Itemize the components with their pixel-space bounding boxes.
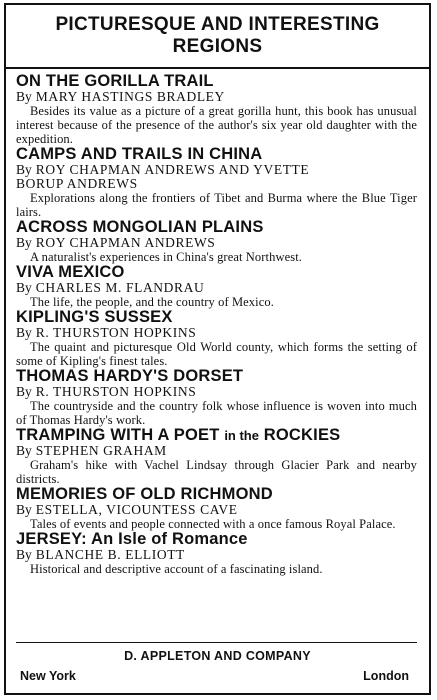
book-title: ON THE GORILLA TRAIL <box>16 72 214 90</box>
book-entry <box>16 146 417 219</box>
book-description: Historical and descriptive account of a fascinating island. <box>30 562 323 576</box>
book-description: The life, the people, and the country of Mexico. <box>30 295 274 309</box>
book-title: CAMPS AND TRAILS IN CHINA <box>16 145 263 163</box>
book-author <box>16 281 417 295</box>
book-description: The quaint and picturesque Old World county, which forms the setting of some of Kipling's finest tales. <box>16 340 417 368</box>
author-name: ROY CHAPMAN ANDREWS AND YVETTE BORUP ANDREWS <box>16 162 310 191</box>
by-label: By <box>16 89 32 104</box>
book-title: THOMAS HARDY'S DORSET <box>16 367 244 385</box>
book-title <box>16 427 417 444</box>
book-author <box>16 385 417 399</box>
author-name: R. THURSTON HOPKINS <box>35 384 197 399</box>
book-description: A naturalist's experiences in China's great Northwest. <box>30 250 302 264</box>
by-label: By <box>16 325 32 340</box>
book-entry <box>16 531 417 576</box>
book-title: VIVA MEXICO <box>16 263 125 281</box>
book-title-main: TRAMPING WITH A POET <box>16 426 220 444</box>
author-name: MARY HASTINGS BRADLEY <box>35 89 225 104</box>
by-label: By <box>16 502 32 517</box>
book-list <box>6 73 429 576</box>
header-title-line-1: PICTURESQUE AND INTERESTING <box>55 14 380 35</box>
by-label: By <box>16 235 32 250</box>
book-entry <box>16 486 417 531</box>
advertisement-header <box>6 5 429 69</box>
book-description: Tales of events and people connected with a once famous Royal Palace. <box>30 517 396 531</box>
author-name: R. THURSTON HOPKINS <box>35 325 197 340</box>
by-label: By <box>16 162 32 177</box>
book-description: Besides its value as a picture of a great gorilla hunt, this book has unusual interest because of the presence of the author's six year old daughter with the expedition. <box>16 104 417 146</box>
book-description: The countryside and the country folk whose influence is woven into much of Thomas Hardy's work. <box>16 399 417 427</box>
book-description: Explorations along the frontiers of Tibet and Burma where the Blue Tiger lairs. <box>16 191 417 219</box>
book-title: ACROSS MONGOLIAN PLAINS <box>16 218 264 236</box>
book-entry <box>16 427 417 486</box>
publisher-city-new-york: New York <box>20 669 76 683</box>
by-label: By <box>16 547 32 562</box>
author-name: ROY CHAPMAN ANDREWS <box>35 235 216 250</box>
book-author <box>16 90 417 104</box>
book-entry <box>16 309 417 368</box>
book-entry <box>16 368 417 427</box>
book-author <box>16 503 417 517</box>
footer-divider <box>16 642 417 643</box>
book-author <box>16 444 417 458</box>
by-label: By <box>16 280 32 295</box>
author-name: CHARLES M. FLANDRAU <box>35 280 205 295</box>
book-title: MEMORIES OF OLD RICHMOND <box>16 485 273 503</box>
book-title-end: ROCKIES <box>263 426 341 444</box>
author-name: STEPHEN GRAHAM <box>35 443 167 458</box>
by-label: By <box>16 384 32 399</box>
book-title: KIPLING'S SUSSEX <box>16 308 173 326</box>
book-author <box>16 326 417 340</box>
book-author <box>16 236 417 250</box>
header-title-line-2: REGIONS <box>172 36 263 57</box>
advertisement-frame <box>4 3 431 695</box>
publisher-name: D. APPLETON AND COMPANY <box>124 649 311 663</box>
book-author <box>16 548 417 562</box>
book-author <box>16 163 417 191</box>
author-name: BLANCHE B. ELLIOTT <box>35 547 185 562</box>
by-label: By <box>16 443 32 458</box>
book-entry <box>16 264 417 309</box>
book-entry <box>16 219 417 264</box>
publisher-city-london: London <box>363 669 409 683</box>
book-title: JERSEY: An Isle of Romance <box>16 530 248 548</box>
book-entry <box>16 73 417 146</box>
book-description: Graham's hike with Vachel Lindsay through Glacier Park and nearby districts. <box>16 458 417 486</box>
book-title-connector: in the <box>224 428 259 443</box>
author-name: ESTELLA, VICOUNTESS CAVE <box>35 502 238 517</box>
